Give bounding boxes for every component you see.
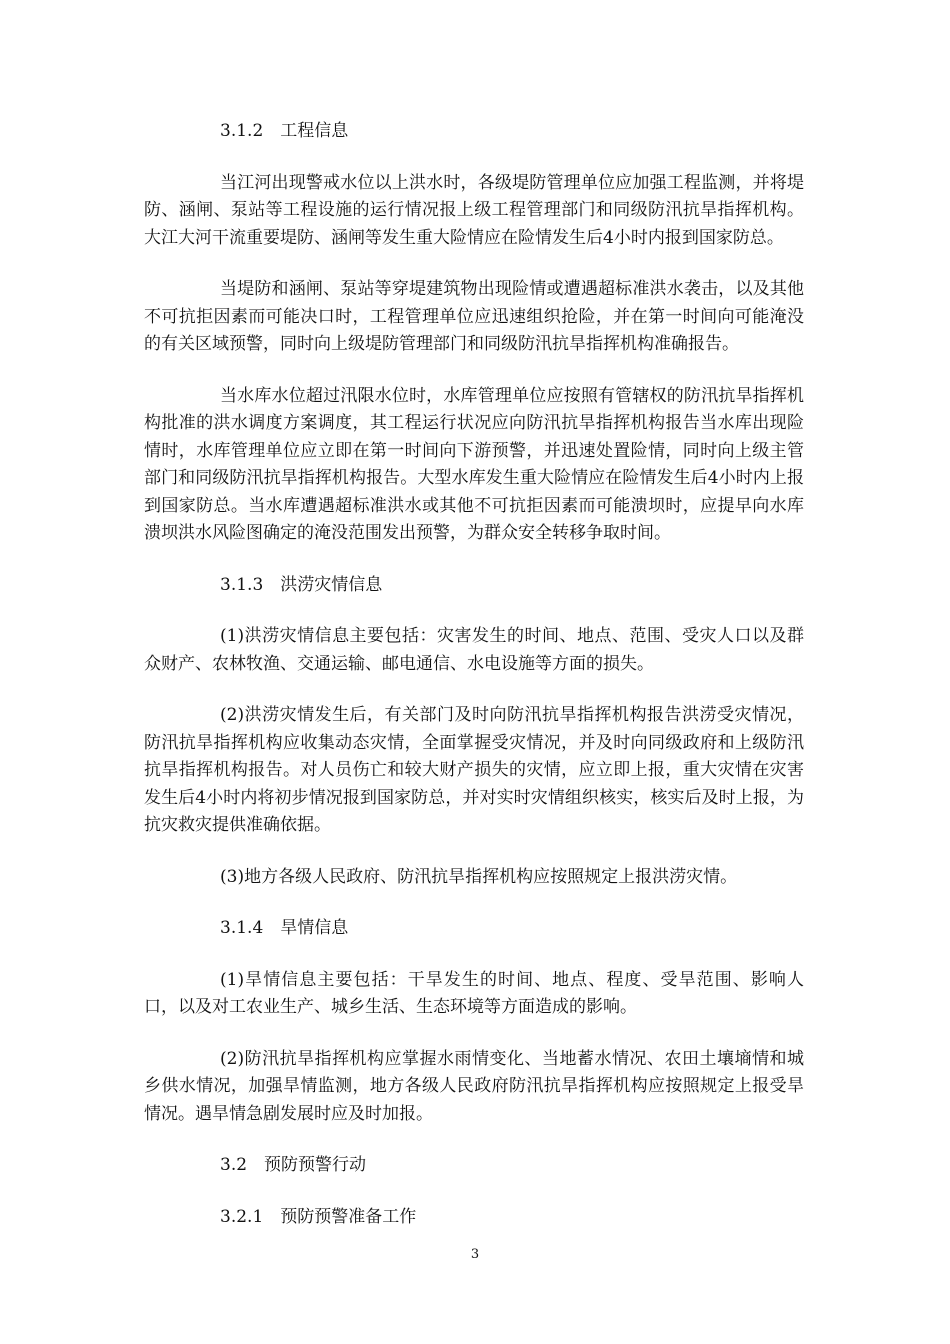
- section-heading-3-2: 3.2 预防预警行动: [220, 1155, 367, 1175]
- paragraph-flood-info-3: (3)地方各级人民政府、防汛抗旱指挥机构应按照规定上报洪涝灾情。: [220, 866, 738, 887]
- paragraph-reservoir-danger: 当水库水位超过汛限水位时，水库管理单位应按照有管辖权的防汛抗旱指挥机构批准的洪水调度方案调度，其工程运行状况应向防汛抗旱指挥机构报告当水库出现险情时，水库管理单位应立即在第一时间向下游预警，并迅速处置险情，同时向上级主管部门和同级防汛抗旱指挥机构报告。大型水库发生重大险情应在险情发生后4小时内上报到国家防总。当水库遭遇超标准洪水或其他不可抗拒因素而可能溃坝时，应提早向水库溃坝洪水风险图确定的淹没范围发出预警，为群众安全转移争取时间。: [144, 385, 804, 543]
- section-heading-3-1-2: 3.1.2 工程信息: [220, 121, 349, 141]
- paragraph-flood-info-1: (1)洪涝灾情信息主要包括：灾害发生的时间、地点、范围、受灾人口以及群众财产、农林牧渔、交通运输、邮电通信、水电设施等方面的损失。: [144, 626, 804, 674]
- section-heading-3-1-3: 3.1.3 洪涝灾情信息: [220, 574, 383, 595]
- paragraph-drought-info-2: (2)防汛抗旱指挥机构应掌握水雨情变化、当地蓄水情况、农田土壤墒情和城乡供水情况，加强旱情监测，地方各级人民政府防汛抗旱指挥机构应按照规定上报受旱情况。遇旱情急剧发展时应及时加报。: [144, 1048, 804, 1124]
- document-body: [144, 118, 804, 1255]
- section-heading-3-2-1: 3.2.1 预防预警准备工作: [220, 1206, 417, 1227]
- paragraph-drought-info-1: (1)旱情信息主要包括：干旱发生的时间、地点、程度、受旱范围、影响人口，以及对工农业生产、城乡生活、生态环境等方面造成的影响。: [144, 969, 804, 1017]
- paragraph-flood-info-2: (2)洪涝灾情发生后，有关部门及时向防汛抗旱指挥机构报告洪涝受灾情况，防汛抗旱指挥机构应收集动态灾情，全面掌握受灾情况，并及时向同级政府和上级防汛抗旱指挥机构报告。对人员伤亡和较大财产损失的灾情，应立即上报，重大灾情在灾害发生后4小时内将初步情况报到国家防总，并对实时灾情组织核实，核实后及时上报，为抗灾救灾提供准确依据。: [144, 705, 804, 835]
- section-heading-3-1-4: 3.1.4 旱情信息: [220, 918, 349, 938]
- paragraph-levee-danger: 当堤防和涵闸、泵站等穿堤建筑物出现险情或遭遇超标准洪水袭击，以及其他不可抗拒因素而可能决口时，工程管理单位应迅速组织抢险，并在第一时间向可能淹没的有关区域预警，同时向上级堤防管理部门和同级防汛抗旱指挥机构准确报告。: [144, 279, 804, 354]
- page-number: 3: [470, 1247, 480, 1262]
- paragraph-engineering-monitoring: 当江河出现警戒水位以上洪水时，各级堤防管理单位应加强工程监测，并将堤防、涵闸、泵站等工程设施的运行情况报上级工程管理部门和同级防汛抗旱指挥机构。大江大河干流重要堤防、涵闸等发生重大险情应在险情发生后4小时内报到国家防总。: [144, 172, 804, 248]
